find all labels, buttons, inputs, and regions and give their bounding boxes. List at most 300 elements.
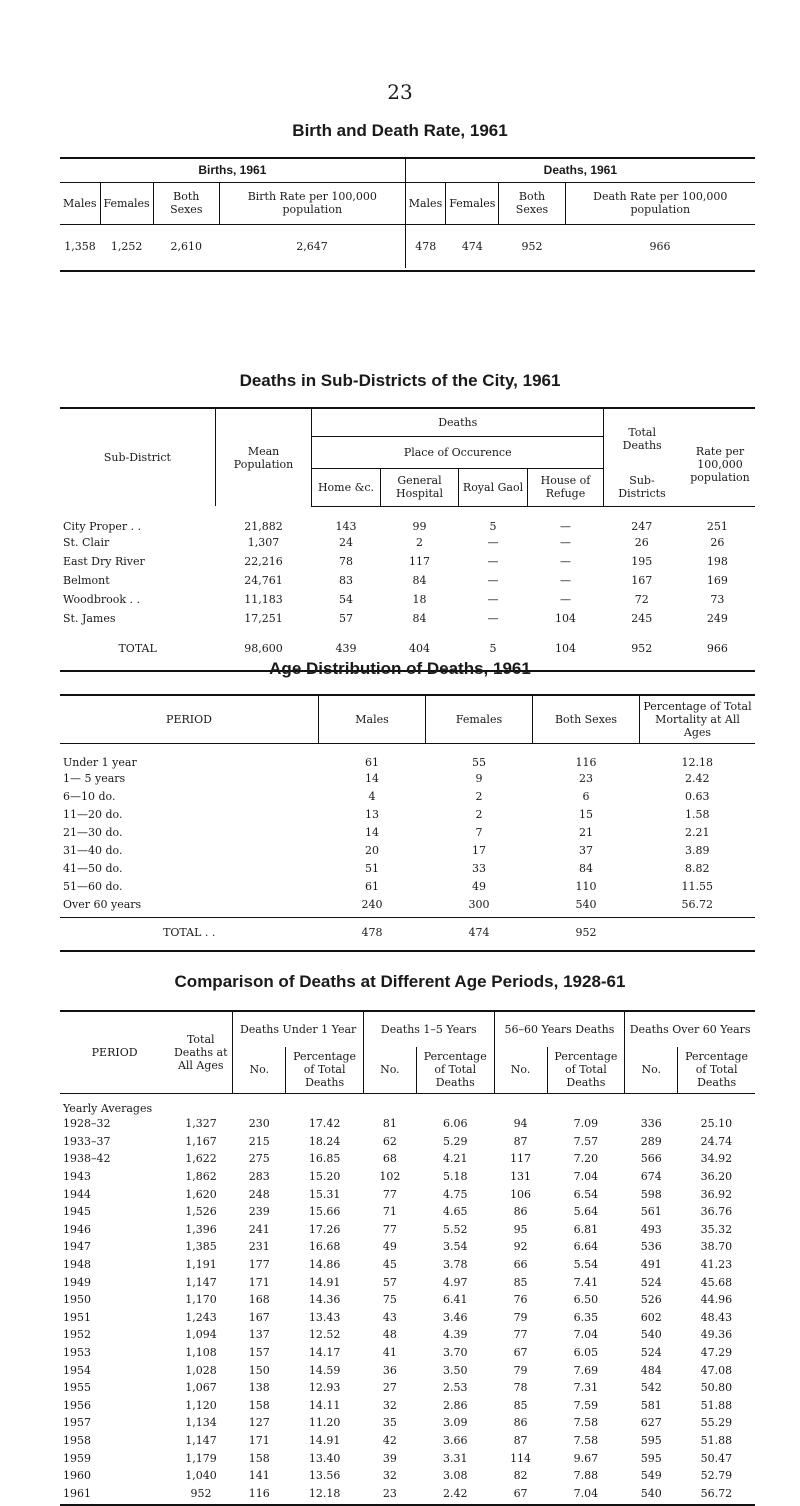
sub-district-name: East Dry River bbox=[63, 555, 145, 568]
sub-district-name: City Proper . . bbox=[63, 520, 142, 533]
comparison-c: 86 bbox=[513, 1205, 528, 1219]
birth-death-col-header: Males bbox=[405, 182, 446, 224]
comparison-c: 95 bbox=[513, 1222, 528, 1236]
comparison-c: 131 bbox=[510, 1170, 532, 1184]
comparison-d: 491 bbox=[640, 1258, 662, 1272]
total-deaths-header bbox=[604, 408, 755, 484]
sub-district-name: St. Clair bbox=[63, 536, 110, 549]
age-p: 1.58 bbox=[685, 807, 710, 821]
age-b: 540 bbox=[575, 897, 597, 911]
comparison-bp: 4.97 bbox=[442, 1275, 468, 1289]
sub-district-hosp: 99 bbox=[412, 520, 427, 533]
sub-district-gaol: — bbox=[487, 593, 499, 606]
comparison-d: 493 bbox=[640, 1222, 662, 1236]
comparison-c: 86 bbox=[513, 1416, 528, 1430]
comparison-b: 36 bbox=[382, 1363, 397, 1377]
comparison-ap: 13.43 bbox=[308, 1310, 341, 1324]
comparison-bp: 3.78 bbox=[442, 1258, 468, 1272]
sub-district-total: 26 bbox=[634, 536, 649, 549]
comparison-bp: 5.52 bbox=[442, 1222, 468, 1236]
birth-death-value: 952 bbox=[521, 239, 543, 253]
comparison-bp: 3.50 bbox=[442, 1363, 468, 1377]
age-b: 37 bbox=[579, 843, 593, 857]
rate-header: Rate per 100,000 population bbox=[690, 445, 750, 484]
table-row bbox=[60, 841, 755, 859]
age-period: 31—40 do. bbox=[63, 843, 123, 857]
comparison-cp: 6.05 bbox=[573, 1346, 599, 1360]
comparison-cp: 6.81 bbox=[573, 1222, 599, 1236]
age-p: 2.21 bbox=[685, 825, 710, 839]
table-row bbox=[60, 805, 755, 823]
sub-district-rate: 26 bbox=[710, 536, 725, 549]
age-p: 56.72 bbox=[681, 897, 713, 911]
birth-death-col-header: Birth Rate per 100,000 population bbox=[219, 182, 405, 224]
comparison-c: 87 bbox=[513, 1433, 528, 1447]
comparison-b: 71 bbox=[382, 1205, 397, 1219]
no-header: No. bbox=[625, 1047, 678, 1093]
comparison-p: 1945 bbox=[63, 1205, 91, 1219]
comparison-dp: 36.76 bbox=[700, 1205, 733, 1219]
table-row bbox=[60, 571, 755, 590]
total-home: 439 bbox=[335, 641, 357, 655]
both-sexes-header: Both Sexes bbox=[533, 695, 640, 743]
age-f: 17 bbox=[472, 843, 486, 857]
comparison-p: 1961 bbox=[63, 1486, 91, 1500]
sub-district-total: 72 bbox=[634, 593, 649, 606]
comparison-ap: 14.17 bbox=[308, 1346, 341, 1360]
over-60-header: Deaths Over 60 Years bbox=[625, 1011, 755, 1047]
age-b: 21 bbox=[579, 825, 593, 839]
birth-death-rate-table bbox=[60, 157, 755, 272]
comparison-t: 1,147 bbox=[185, 1275, 217, 1289]
comparison-dp: 34.92 bbox=[700, 1152, 733, 1166]
comparison-ap: 13.40 bbox=[308, 1451, 341, 1465]
comparison-bp: 3.31 bbox=[442, 1451, 468, 1465]
comparison-a: 157 bbox=[248, 1346, 270, 1360]
sub-district-hosp: 2 bbox=[416, 536, 423, 549]
age-b: 15 bbox=[579, 807, 593, 821]
birth-death-col-header: Males bbox=[60, 182, 100, 224]
comparison-b: 81 bbox=[382, 1117, 397, 1131]
table-row bbox=[60, 552, 755, 571]
total-gaol: 5 bbox=[489, 641, 497, 655]
table-row bbox=[60, 877, 755, 895]
sub-district-total: 167 bbox=[631, 574, 653, 587]
comparison-dp: 44.96 bbox=[700, 1293, 733, 1307]
comparison-title: Comparison of Deaths at Different Age Periods, 1928-61 bbox=[174, 972, 626, 991]
table-row bbox=[60, 1273, 755, 1291]
age-p: 0.63 bbox=[685, 789, 710, 803]
sub-district-refuge: 104 bbox=[554, 612, 576, 625]
age-m: 14 bbox=[365, 771, 379, 785]
comparison-p: 1958 bbox=[63, 1433, 91, 1447]
comparison-bp: 3.54 bbox=[442, 1240, 468, 1254]
sub-district-pop: 24,761 bbox=[244, 574, 283, 587]
comparison-d: 524 bbox=[640, 1346, 662, 1360]
comparison-d: 602 bbox=[640, 1310, 662, 1324]
comparison-d: 526 bbox=[640, 1293, 662, 1307]
comparison-b: 23 bbox=[382, 1486, 397, 1500]
sub-district-rate: 249 bbox=[706, 612, 728, 625]
comparison-a: 150 bbox=[248, 1363, 270, 1377]
table-row bbox=[60, 1467, 755, 1485]
table-row bbox=[60, 1185, 755, 1203]
table-row bbox=[60, 1133, 755, 1151]
sub-district-rate: 73 bbox=[710, 593, 725, 606]
comparison-t: 1,862 bbox=[185, 1170, 217, 1184]
comparison-t: 1,170 bbox=[185, 1293, 217, 1307]
royal-gaol-header: Royal Gaol bbox=[459, 468, 527, 506]
comparison-p: 1928–32 bbox=[63, 1117, 111, 1131]
age-distribution-title: Age Distribution of Deaths, 1961 bbox=[269, 659, 531, 678]
age-p: 11.55 bbox=[681, 879, 713, 893]
table-row bbox=[60, 1115, 755, 1133]
total-label: TOTAL bbox=[118, 641, 157, 655]
age-b: 84 bbox=[579, 861, 593, 875]
56-60-years-header: 56–60 Years Deaths bbox=[494, 1011, 625, 1047]
comparison-bp: 3.09 bbox=[442, 1416, 468, 1430]
table-row bbox=[60, 743, 755, 769]
table-row bbox=[60, 1449, 755, 1467]
sub-district-rate: 169 bbox=[706, 574, 728, 587]
age-b: 110 bbox=[575, 879, 597, 893]
comparison-c: 77 bbox=[513, 1328, 528, 1342]
sub-district-pop: 1,307 bbox=[247, 536, 280, 549]
comparison-t: 1,147 bbox=[185, 1433, 217, 1447]
table-row bbox=[60, 1326, 755, 1344]
table-row bbox=[60, 590, 755, 609]
comparison-cp: 6.64 bbox=[573, 1240, 599, 1254]
comparison-a: 116 bbox=[248, 1486, 270, 1500]
comparison-bp: 6.41 bbox=[442, 1293, 468, 1307]
comparison-dp: 56.72 bbox=[700, 1486, 733, 1500]
sub-district-refuge: — bbox=[559, 574, 571, 587]
comparison-ap: 15.31 bbox=[308, 1187, 341, 1201]
table-row bbox=[60, 533, 755, 552]
comparison-cp: 7.88 bbox=[573, 1469, 599, 1483]
sub-district-home: 143 bbox=[335, 520, 357, 533]
comparison-table bbox=[60, 1010, 755, 1506]
comparison-ap: 15.66 bbox=[308, 1205, 341, 1219]
comparison-a: 158 bbox=[248, 1451, 270, 1465]
percentage-header: Percentage of Total Deaths bbox=[416, 1047, 494, 1093]
comparison-t: 1,327 bbox=[185, 1117, 217, 1131]
age-period: 1— 5 years bbox=[63, 771, 126, 785]
comparison-cp: 9.67 bbox=[573, 1451, 599, 1465]
table-row bbox=[60, 1414, 755, 1432]
table-row bbox=[60, 1150, 755, 1168]
comparison-a: 215 bbox=[248, 1134, 270, 1148]
comparison-b: 43 bbox=[382, 1310, 397, 1324]
comparison-ap: 14.86 bbox=[308, 1258, 341, 1272]
comparison-d: 549 bbox=[640, 1469, 662, 1483]
percentage-header: Percentage of Total Deaths bbox=[547, 1047, 625, 1093]
table-row bbox=[60, 1432, 755, 1450]
sub-district-home: 83 bbox=[338, 574, 353, 587]
comparison-ap: 12.93 bbox=[308, 1381, 341, 1395]
table-row bbox=[60, 1397, 755, 1415]
sub-district-refuge: — bbox=[559, 520, 571, 533]
age-m: 13 bbox=[365, 807, 379, 821]
comparison-cp: 7.57 bbox=[573, 1134, 599, 1148]
age-f: 2 bbox=[475, 789, 483, 803]
comparison-d: 336 bbox=[640, 1117, 662, 1131]
comparison-cp: 7.31 bbox=[573, 1381, 599, 1395]
comparison-b: 35 bbox=[382, 1416, 397, 1430]
age-p: 2.42 bbox=[685, 771, 710, 785]
comparison-t: 1,385 bbox=[185, 1240, 217, 1254]
comparison-dp: 25.10 bbox=[700, 1117, 733, 1131]
no-header: No. bbox=[363, 1047, 416, 1093]
comparison-t: 1,094 bbox=[185, 1328, 217, 1342]
comparison-p: 1960 bbox=[63, 1469, 91, 1483]
comparison-t: 1,620 bbox=[185, 1187, 217, 1201]
age-period: 51—60 do. bbox=[63, 879, 123, 893]
age-f: 7 bbox=[475, 825, 483, 839]
comparison-bp: 4.75 bbox=[442, 1187, 468, 1201]
comparison-p: 1954 bbox=[63, 1363, 91, 1377]
comparison-dp: 38.70 bbox=[700, 1240, 733, 1254]
sub-district-home: 24 bbox=[338, 536, 353, 549]
comparison-p: 1952 bbox=[63, 1328, 91, 1342]
comparison-t: 1,243 bbox=[185, 1310, 217, 1324]
percentage-header: Percentage of Total Deaths bbox=[286, 1047, 364, 1093]
mean-population-header: Mean Population bbox=[215, 408, 311, 506]
comparison-p: 1959 bbox=[63, 1451, 91, 1465]
comparison-d: 581 bbox=[640, 1398, 662, 1412]
sub-district-name: Woodbrook . . bbox=[63, 593, 141, 606]
comparison-p: 1953 bbox=[63, 1346, 91, 1360]
table-row bbox=[60, 1291, 755, 1309]
comparison-bp: 5.18 bbox=[442, 1170, 468, 1184]
sub-district-name: St. James bbox=[63, 612, 116, 625]
comparison-b: 32 bbox=[382, 1398, 397, 1412]
age-period: Under 1 year bbox=[63, 756, 137, 769]
comparison-p: 1956 bbox=[63, 1398, 91, 1412]
sub-district-pop: 11,183 bbox=[244, 593, 283, 606]
comparison-dp: 52.79 bbox=[700, 1469, 733, 1483]
comparison-t: 1,120 bbox=[185, 1398, 217, 1412]
comparison-a: 138 bbox=[248, 1381, 270, 1395]
sub-district-refuge: — bbox=[559, 536, 571, 549]
comparison-a: 248 bbox=[248, 1187, 270, 1201]
table-row bbox=[60, 506, 755, 533]
comparison-a: 168 bbox=[248, 1293, 270, 1307]
comparison-ap: 14.91 bbox=[308, 1433, 341, 1447]
total-deaths-label: Total Deaths bbox=[622, 425, 662, 452]
age-p: 8.82 bbox=[685, 861, 710, 875]
comparison-dp: 35.32 bbox=[700, 1222, 733, 1236]
table-row bbox=[60, 1256, 755, 1274]
age-distribution-table bbox=[60, 694, 755, 952]
comparison-c: 67 bbox=[513, 1486, 528, 1500]
age-p: 12.18 bbox=[681, 756, 713, 769]
age-total-m: 478 bbox=[361, 926, 383, 940]
comparison-c: 117 bbox=[510, 1152, 532, 1166]
birth-death-value: 1,358 bbox=[64, 239, 96, 253]
place-of-occurrence-header: Place of Occurence bbox=[312, 436, 604, 468]
comparison-dp: 41.23 bbox=[700, 1258, 733, 1272]
age-m: 240 bbox=[361, 897, 383, 911]
comparison-dp: 36.20 bbox=[700, 1170, 733, 1184]
comparison-dp: 51.88 bbox=[700, 1433, 733, 1447]
comparison-cp: 6.50 bbox=[573, 1293, 599, 1307]
birth-death-value: 478 bbox=[405, 224, 446, 268]
comparison-bp: 5.29 bbox=[442, 1134, 468, 1148]
comparison-bp: 2.53 bbox=[442, 1381, 468, 1395]
comparison-p: 1933–37 bbox=[63, 1134, 111, 1148]
age-f: 49 bbox=[472, 879, 486, 893]
comparison-c: 85 bbox=[513, 1275, 528, 1289]
percentage-header: Percentage of Total Deaths bbox=[678, 1047, 755, 1093]
comparison-c: 92 bbox=[513, 1240, 528, 1254]
comparison-dp: 47.29 bbox=[700, 1346, 733, 1360]
table-row bbox=[60, 823, 755, 841]
age-period: Over 60 years bbox=[63, 897, 142, 911]
sub-district-total: 195 bbox=[631, 555, 653, 568]
comparison-t: 1,526 bbox=[185, 1205, 217, 1219]
comparison-t: 952 bbox=[190, 1486, 212, 1500]
age-m: 51 bbox=[365, 861, 379, 875]
comparison-p: 1946 bbox=[63, 1222, 91, 1236]
birth-death-col-header: Females bbox=[446, 182, 499, 224]
comparison-d: 540 bbox=[640, 1486, 662, 1500]
comparison-p: 1957 bbox=[63, 1416, 91, 1430]
comparison-ap: 17.26 bbox=[308, 1222, 341, 1236]
comparison-t: 1,622 bbox=[185, 1152, 217, 1166]
comparison-bp: 2.86 bbox=[442, 1398, 468, 1412]
birth-death-value: 474 bbox=[461, 239, 483, 253]
comparison-ap: 14.11 bbox=[308, 1398, 341, 1412]
deaths-header-2: Deaths bbox=[312, 408, 604, 436]
comparison-a: 241 bbox=[248, 1222, 270, 1236]
age-m: 20 bbox=[365, 843, 379, 857]
table-row bbox=[60, 1309, 755, 1327]
comparison-p: 1955 bbox=[63, 1381, 91, 1395]
comparison-cp: 7.59 bbox=[573, 1398, 599, 1412]
comparison-d: 566 bbox=[640, 1152, 662, 1166]
sub-district-name: Belmont bbox=[63, 574, 110, 587]
comparison-bp: 2.42 bbox=[442, 1486, 468, 1500]
comparison-dp: 55.29 bbox=[700, 1416, 733, 1430]
comparison-b: 32 bbox=[382, 1469, 397, 1483]
table-row bbox=[60, 787, 755, 805]
total-hosp: 404 bbox=[409, 641, 430, 655]
sub-district-pop: 21,882 bbox=[244, 520, 283, 533]
sub-district-home: 57 bbox=[338, 612, 353, 625]
age-f: 9 bbox=[475, 771, 483, 785]
comparison-a: 137 bbox=[248, 1328, 270, 1342]
comparison-c: 85 bbox=[513, 1398, 528, 1412]
age-f: 300 bbox=[468, 897, 490, 911]
birth-death-col-header: Death Rate per 100,000 population bbox=[565, 182, 755, 224]
comparison-d: 595 bbox=[640, 1433, 662, 1447]
comparison-p: 1943 bbox=[63, 1170, 91, 1184]
sub-district-gaol: — bbox=[487, 536, 499, 549]
birth-death-value: 2,647 bbox=[296, 239, 328, 253]
sub-district-home: 54 bbox=[338, 593, 353, 606]
comparison-bp: 6.06 bbox=[442, 1117, 468, 1131]
comparison-a: 177 bbox=[248, 1258, 270, 1272]
comparison-a: 167 bbox=[248, 1310, 270, 1324]
age-total-period: TOTAL . . bbox=[163, 926, 216, 940]
births-header: Births, 1961 bbox=[60, 158, 405, 182]
comparison-b: 27 bbox=[382, 1381, 397, 1395]
sub-district-gaol: — bbox=[487, 574, 499, 587]
period-header-4: PERIOD bbox=[60, 1011, 169, 1093]
comparison-c: 94 bbox=[513, 1117, 528, 1131]
comparison-c: 82 bbox=[513, 1469, 528, 1483]
comparison-t: 1,396 bbox=[185, 1222, 217, 1236]
comparison-a: 171 bbox=[248, 1275, 270, 1289]
total-deaths-all-ages-header: Total Deaths at All Ages bbox=[169, 1011, 233, 1093]
comparison-b: 62 bbox=[382, 1134, 397, 1148]
comparison-b: 75 bbox=[382, 1293, 397, 1307]
comparison-ap: 12.18 bbox=[308, 1486, 341, 1500]
comparison-t: 1,028 bbox=[185, 1363, 217, 1377]
comparison-p: 1944 bbox=[63, 1187, 91, 1201]
comparison-cp: 7.04 bbox=[573, 1328, 599, 1342]
comparison-c: 87 bbox=[513, 1134, 528, 1148]
comparison-b: 102 bbox=[379, 1170, 401, 1184]
comparison-dp: 49.36 bbox=[700, 1328, 733, 1342]
sub-district-pop: 17,251 bbox=[244, 612, 283, 625]
comparison-cp: 7.20 bbox=[573, 1152, 599, 1166]
comparison-b: 45 bbox=[382, 1258, 397, 1272]
comparison-b: 77 bbox=[382, 1222, 397, 1236]
age-f: 55 bbox=[472, 756, 486, 769]
age-total-f: 474 bbox=[468, 926, 490, 940]
comparison-ap: 16.85 bbox=[308, 1152, 341, 1166]
table-row bbox=[60, 1168, 755, 1186]
comparison-a: 230 bbox=[248, 1117, 270, 1131]
comparison-d: 289 bbox=[640, 1134, 662, 1148]
comparison-d: 598 bbox=[640, 1187, 662, 1201]
age-f: 2 bbox=[475, 807, 483, 821]
table-row bbox=[60, 1238, 755, 1256]
table-row bbox=[60, 769, 755, 787]
sub-district-home: 78 bbox=[338, 555, 353, 568]
comparison-d: 627 bbox=[640, 1416, 662, 1430]
comparison-bp: 4.21 bbox=[442, 1152, 468, 1166]
table-row bbox=[60, 1361, 755, 1379]
comparison-cp: 5.54 bbox=[573, 1258, 599, 1272]
comparison-cp: 7.58 bbox=[573, 1416, 599, 1430]
age-b: 116 bbox=[575, 756, 597, 769]
house-of-refuge-header: House of Refuge bbox=[527, 468, 603, 506]
comparison-ap: 14.91 bbox=[308, 1275, 341, 1289]
comparison-c: 114 bbox=[510, 1451, 532, 1465]
sub-district-refuge: — bbox=[559, 555, 571, 568]
age-p: 3.89 bbox=[685, 843, 710, 857]
comparison-c: 106 bbox=[510, 1187, 532, 1201]
home-header: Home &c. bbox=[312, 468, 380, 506]
comparison-a: 158 bbox=[248, 1398, 270, 1412]
comparison-b: 42 bbox=[382, 1433, 397, 1447]
comparison-dp: 24.74 bbox=[700, 1134, 733, 1148]
comparison-a: 231 bbox=[248, 1240, 270, 1254]
sub-district-hosp: 84 bbox=[412, 574, 427, 587]
yearly-averages-label: Yearly Averages bbox=[63, 1102, 153, 1115]
comparison-d: 542 bbox=[640, 1381, 662, 1395]
birth-death-col-header: Females bbox=[100, 182, 153, 224]
comparison-t: 1,134 bbox=[185, 1416, 217, 1430]
comparison-ap: 18.24 bbox=[308, 1134, 341, 1148]
1-5-years-header: Deaths 1–5 Years bbox=[363, 1011, 494, 1047]
comparison-ap: 13.56 bbox=[308, 1469, 341, 1483]
age-m: 61 bbox=[365, 756, 379, 769]
comparison-p: 1951 bbox=[63, 1310, 91, 1324]
